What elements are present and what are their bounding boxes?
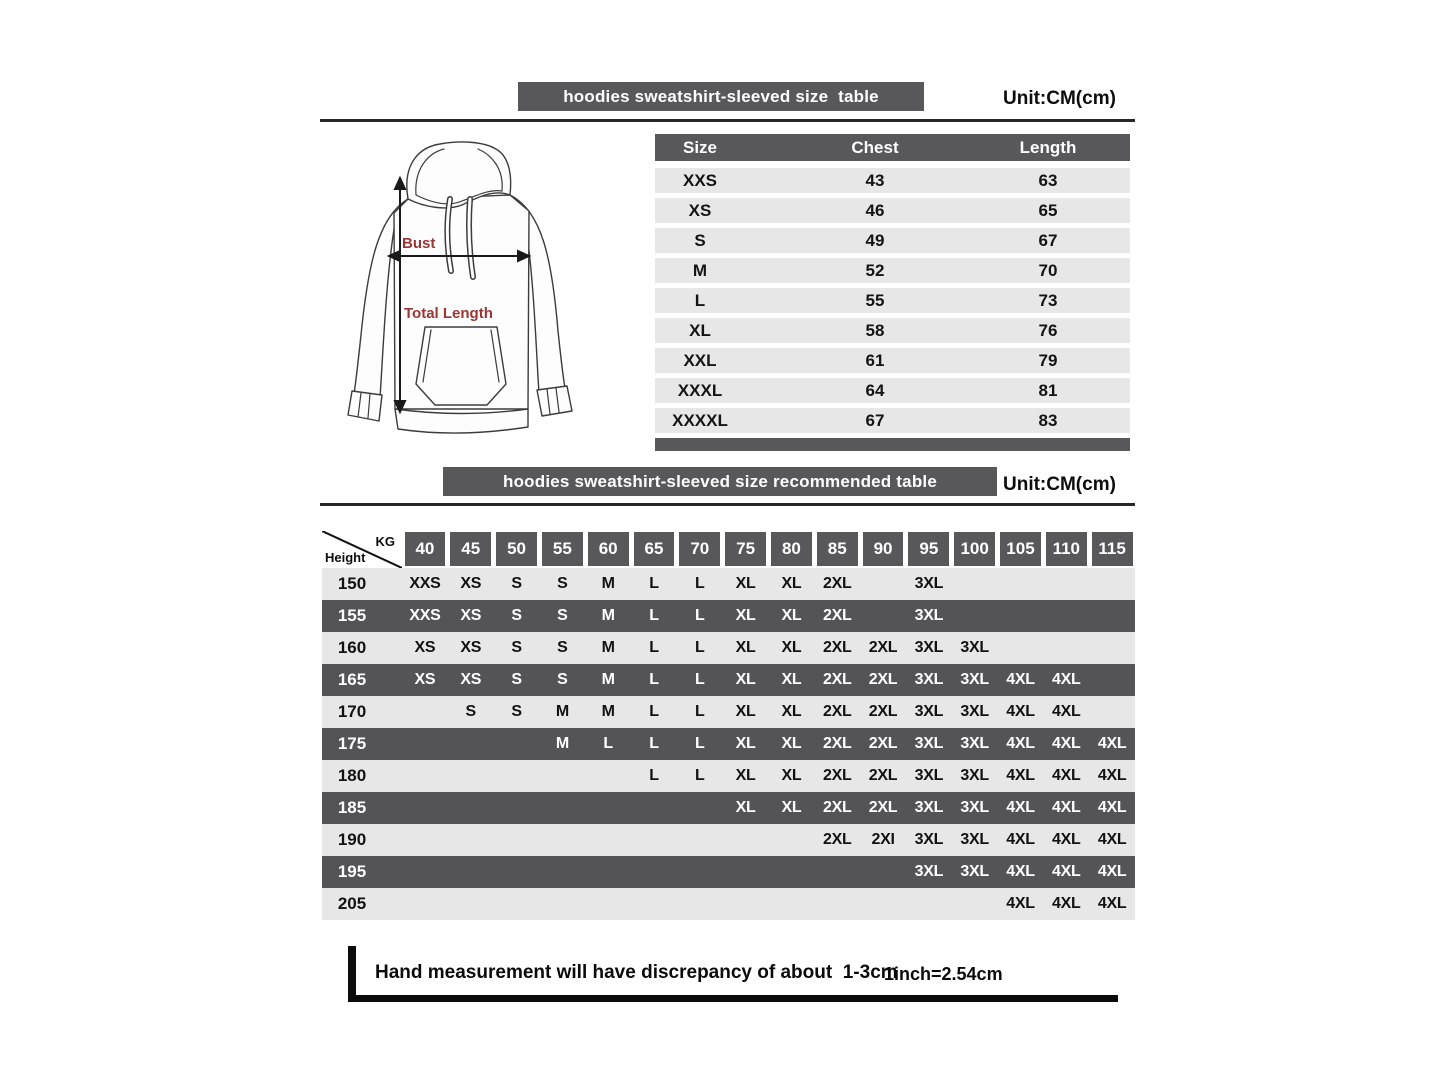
recommend-size-cell: S bbox=[511, 671, 522, 688]
recommend-size-cell: 2XL bbox=[868, 703, 898, 720]
unit-label-top: Unit:CM(cm) bbox=[1003, 88, 1116, 109]
recommend-table bbox=[322, 531, 1135, 920]
recommend-row bbox=[322, 696, 1135, 728]
hoodie-diagram bbox=[328, 137, 604, 455]
recommend-size-cell: L bbox=[695, 735, 705, 752]
recommend-size-cell: 4XL bbox=[1052, 799, 1081, 816]
recommend-size-cell: S bbox=[465, 703, 476, 720]
recommend-size-cell: L bbox=[649, 735, 659, 752]
recommend-size-cell: 4XL bbox=[1097, 767, 1127, 784]
recommend-size-cell: XL bbox=[781, 671, 802, 688]
recommend-size-cell: L bbox=[649, 639, 659, 656]
recommend-size-cell: XL bbox=[781, 575, 802, 592]
weight-column bbox=[539, 531, 585, 568]
size-table-row bbox=[655, 318, 1130, 343]
footnote-text: Hand measurement will have discrepancy of about 1-3cm bbox=[375, 962, 898, 983]
recommend-row bbox=[322, 600, 1135, 632]
size-value: XL bbox=[689, 320, 711, 340]
hoodie-left-cuff bbox=[348, 391, 382, 421]
weight-header-box: 95 bbox=[908, 532, 949, 566]
recommend-size-cell: 4XL bbox=[1006, 767, 1035, 784]
recommend-size-cell: 3XL bbox=[914, 639, 944, 656]
recommend-size-cell: XS bbox=[460, 607, 482, 624]
weight-header-box: 70 bbox=[679, 532, 720, 566]
row-height-label: 150 bbox=[337, 574, 367, 593]
recommend-size-cell: 3XL bbox=[914, 799, 944, 816]
weight-column bbox=[860, 531, 906, 568]
recommend-size-cell: 3XL bbox=[960, 831, 989, 848]
chest-value: 52 bbox=[865, 260, 885, 280]
weight-header-box: 105 bbox=[1000, 532, 1041, 566]
kg-height-corner-cell bbox=[322, 531, 402, 568]
recommend-size-cell: 3XL bbox=[960, 799, 989, 816]
recommend-size-cell: 3XL bbox=[914, 735, 944, 752]
weight-header-box: 85 bbox=[817, 532, 858, 566]
recommend-size-cell: 3XL bbox=[914, 767, 944, 784]
recommend-size-cell: 3XL bbox=[960, 735, 989, 752]
recommend-size-cell: 2XL bbox=[822, 799, 852, 816]
recommend-size-cell: XL bbox=[781, 767, 802, 784]
col-chest: Chest bbox=[851, 137, 899, 157]
chest-value: 49 bbox=[865, 230, 885, 250]
recommend-size-cell: L bbox=[695, 575, 705, 592]
recommend-size-cell: L bbox=[649, 767, 659, 784]
recommend-size-cell: 2XL bbox=[822, 735, 852, 752]
weight-header-box: 50 bbox=[496, 532, 537, 566]
recommend-size-cell: 2XI bbox=[871, 831, 895, 848]
weight-column bbox=[1043, 531, 1089, 568]
divider-bottom bbox=[320, 503, 1135, 506]
recommend-size-cell: L bbox=[695, 639, 705, 656]
hoodie-right-cuff bbox=[537, 386, 572, 416]
length-value: 81 bbox=[1038, 380, 1058, 400]
recommend-size-cell: S bbox=[511, 607, 522, 624]
recommend-size-cell: M bbox=[601, 575, 615, 592]
size-table-row bbox=[655, 378, 1130, 403]
hoodie-hem bbox=[395, 409, 528, 433]
recommend-size-cell: 2XL bbox=[868, 799, 898, 816]
length-value: 73 bbox=[1038, 290, 1058, 310]
size-table-row bbox=[655, 228, 1130, 253]
recommend-size-cell: S bbox=[511, 639, 522, 656]
weight-column bbox=[1089, 531, 1135, 568]
recommend-size-cell: 3XL bbox=[960, 863, 989, 880]
recommend-size-cell: S bbox=[557, 607, 568, 624]
recommend-size-cell: XS bbox=[414, 639, 436, 656]
weight-column bbox=[952, 531, 998, 568]
chest-value: 61 bbox=[865, 350, 885, 370]
weight-header-box: 110 bbox=[1046, 532, 1087, 566]
recommend-size-cell: L bbox=[603, 735, 613, 752]
recommend-size-cell: XL bbox=[781, 639, 802, 656]
recommend-size-cell: 2XL bbox=[822, 831, 852, 848]
size-table bbox=[655, 134, 1130, 451]
weight-column bbox=[585, 531, 631, 568]
total-length-label: Total Length bbox=[404, 305, 493, 322]
recommend-size-cell: XL bbox=[735, 767, 756, 784]
recommend-size-cell: 4XL bbox=[1052, 703, 1081, 720]
recommend-size-cell: 4XL bbox=[1006, 735, 1035, 752]
length-value: 65 bbox=[1038, 200, 1058, 220]
recommend-size-cell: L bbox=[695, 607, 705, 624]
chest-value: 46 bbox=[865, 200, 885, 220]
size-value: XXS bbox=[682, 170, 718, 190]
recommend-size-cell: 2XL bbox=[822, 767, 852, 784]
size-table-title-bar bbox=[518, 82, 924, 111]
footnote-conversion: 1inch=2.54cm bbox=[884, 964, 1003, 984]
chest-value: 55 bbox=[865, 290, 885, 310]
weight-header-box: 55 bbox=[542, 532, 583, 566]
recommend-size-cell: M bbox=[601, 639, 615, 656]
recommend-size-cell: M bbox=[601, 607, 615, 624]
recommend-size-cell: L bbox=[649, 671, 659, 688]
recommend-row bbox=[322, 760, 1135, 792]
size-value: XXXXL bbox=[672, 410, 728, 430]
col-length: Length bbox=[1019, 137, 1077, 157]
row-height-label: 175 bbox=[337, 734, 367, 753]
recommend-size-cell: XL bbox=[781, 799, 802, 816]
row-height-label: 185 bbox=[337, 798, 367, 817]
recommend-size-cell: XS bbox=[460, 575, 482, 592]
chest-value: 64 bbox=[865, 380, 885, 400]
weight-header-box: 65 bbox=[634, 532, 675, 566]
recommend-size-cell: L bbox=[649, 575, 659, 592]
row-height-label: 170 bbox=[337, 702, 367, 721]
recommend-size-cell: 2XL bbox=[822, 639, 852, 656]
chest-value: 43 bbox=[865, 170, 885, 190]
recommend-row bbox=[322, 568, 1135, 600]
recommend-row bbox=[322, 888, 1135, 920]
recommend-size-cell: M bbox=[555, 735, 569, 752]
recommend-size-cell: XL bbox=[735, 671, 756, 688]
recommend-table-header bbox=[322, 531, 1135, 568]
recommend-size-cell: M bbox=[555, 703, 569, 720]
recommend-size-cell: 3XL bbox=[914, 863, 944, 880]
recommend-size-cell: 4XL bbox=[1097, 863, 1127, 880]
recommend-size-cell: S bbox=[511, 703, 522, 720]
recommend-size-cell: 3XL bbox=[960, 639, 989, 656]
weight-column bbox=[723, 531, 769, 568]
size-value: XXXL bbox=[677, 380, 723, 400]
recommend-row bbox=[322, 728, 1135, 760]
recommend-size-cell: 4XL bbox=[1097, 735, 1127, 752]
recommend-size-cell: 4XL bbox=[1097, 895, 1127, 912]
recommend-size-cell: 3XL bbox=[914, 703, 944, 720]
length-value: 67 bbox=[1038, 230, 1058, 250]
recommend-size-cell: 3XL bbox=[914, 671, 944, 688]
unit-label-bottom: Unit:CM(cm) bbox=[1003, 474, 1116, 495]
weight-header-box: 100 bbox=[954, 532, 995, 566]
recommend-size-cell: 4XL bbox=[1052, 671, 1081, 688]
recommend-size-cell: XL bbox=[781, 735, 802, 752]
recommend-size-cell: 4XL bbox=[1097, 831, 1127, 848]
recommend-row bbox=[322, 632, 1135, 664]
recommend-size-cell: 3XL bbox=[960, 767, 989, 784]
recommend-size-cell: 3XL bbox=[960, 671, 989, 688]
recommend-row bbox=[322, 792, 1135, 824]
recommend-size-cell: 4XL bbox=[1006, 703, 1035, 720]
recommend-size-cell: XS bbox=[460, 639, 482, 656]
size-table-row bbox=[655, 288, 1130, 313]
recommend-size-cell: 3XL bbox=[914, 607, 944, 624]
recommend-size-cell: XL bbox=[735, 575, 756, 592]
weight-column bbox=[494, 531, 540, 568]
weight-header-box: 90 bbox=[863, 532, 904, 566]
row-height-label: 195 bbox=[337, 862, 367, 881]
recommend-row bbox=[322, 824, 1135, 856]
weight-header-box: 45 bbox=[450, 532, 491, 566]
weight-column bbox=[448, 531, 494, 568]
weight-header-box: 40 bbox=[405, 532, 446, 566]
row-height-label: 155 bbox=[337, 606, 367, 625]
weight-header-box: 80 bbox=[771, 532, 812, 566]
weight-column bbox=[906, 531, 952, 568]
recommend-size-cell: 3XL bbox=[914, 831, 944, 848]
row-height-label: 180 bbox=[337, 766, 367, 785]
recommend-size-cell: 4XL bbox=[1052, 895, 1081, 912]
size-table-row bbox=[655, 258, 1130, 283]
weight-column bbox=[998, 531, 1044, 568]
recommend-size-cell: L bbox=[695, 703, 705, 720]
size-value: M bbox=[692, 260, 708, 280]
recommend-size-cell: 3XL bbox=[914, 575, 944, 592]
recommend-size-cell: 2XL bbox=[868, 671, 898, 688]
weight-column bbox=[769, 531, 815, 568]
size-value: XXL bbox=[683, 350, 717, 370]
recommend-size-cell: XXS bbox=[409, 607, 441, 624]
weight-header-box: 75 bbox=[725, 532, 766, 566]
recommend-size-cell: 2XL bbox=[822, 703, 852, 720]
length-value: 79 bbox=[1038, 350, 1058, 370]
recommend-size-cell: S bbox=[557, 575, 568, 592]
row-height-label: 165 bbox=[337, 670, 367, 689]
recommend-size-cell: M bbox=[601, 703, 615, 720]
size-value: S bbox=[694, 230, 706, 250]
recommend-size-cell: S bbox=[557, 639, 568, 656]
recommend-size-cell: 2XL bbox=[822, 671, 852, 688]
recommend-size-cell: L bbox=[695, 767, 705, 784]
row-height-label: 205 bbox=[337, 894, 367, 913]
recommend-size-cell: S bbox=[511, 575, 522, 592]
chest-value: 67 bbox=[865, 410, 885, 430]
size-table-row bbox=[655, 168, 1130, 193]
row-height-label: 160 bbox=[337, 638, 367, 657]
recommend-size-cell: S bbox=[557, 671, 568, 688]
recommend-table-title: hoodies sweatshirt-sleeved size recommended table bbox=[502, 471, 937, 491]
recommend-size-cell: 2XL bbox=[868, 735, 898, 752]
recommend-size-cell: 4XL bbox=[1006, 863, 1035, 880]
bust-label: Bust bbox=[402, 235, 436, 252]
weight-column bbox=[631, 531, 677, 568]
divider-top bbox=[320, 119, 1135, 122]
recommend-size-cell: M bbox=[601, 671, 615, 688]
recommend-size-cell: 3XL bbox=[960, 703, 989, 720]
recommend-size-cell: L bbox=[695, 671, 705, 688]
recommend-size-cell: L bbox=[649, 607, 659, 624]
recommend-size-cell: XL bbox=[735, 607, 756, 624]
recommend-size-cell: 4XL bbox=[1052, 767, 1081, 784]
size-table-header bbox=[655, 134, 1130, 161]
recommend-size-cell: 4XL bbox=[1006, 671, 1035, 688]
recommend-size-cell: XS bbox=[460, 671, 482, 688]
recommend-table-title-bar bbox=[443, 467, 997, 496]
recommend-size-cell: L bbox=[649, 703, 659, 720]
weight-column bbox=[814, 531, 860, 568]
recommend-size-cell: 4XL bbox=[1052, 863, 1081, 880]
recommend-size-cell: 4XL bbox=[1006, 799, 1035, 816]
recommend-size-cell: 4XL bbox=[1052, 831, 1081, 848]
size-table-bottom-bar bbox=[655, 438, 1130, 451]
size-value: XS bbox=[688, 200, 712, 220]
recommend-size-cell: XXS bbox=[409, 575, 441, 592]
size-table-row bbox=[655, 408, 1130, 433]
recommend-size-cell: 4XL bbox=[1097, 799, 1127, 816]
weight-header-box: 60 bbox=[588, 532, 629, 566]
length-value: 70 bbox=[1038, 260, 1058, 280]
col-size: Size bbox=[682, 137, 718, 157]
recommend-size-cell: 2XL bbox=[822, 575, 852, 592]
recommend-size-cell: 4XL bbox=[1006, 831, 1035, 848]
recommend-size-cell: XL bbox=[781, 703, 802, 720]
height-label: Height bbox=[325, 550, 366, 565]
recommend-size-cell: XL bbox=[735, 639, 756, 656]
length-value: 76 bbox=[1038, 320, 1058, 340]
length-value: 63 bbox=[1038, 170, 1058, 190]
footnote bbox=[348, 946, 1118, 1002]
recommend-size-cell: XL bbox=[735, 703, 756, 720]
weight-column bbox=[677, 531, 723, 568]
recommend-row bbox=[322, 856, 1135, 888]
recommend-size-cell: XS bbox=[414, 671, 436, 688]
recommend-size-cell: 4XL bbox=[1006, 895, 1035, 912]
chest-value: 58 bbox=[865, 320, 885, 340]
weight-column bbox=[402, 531, 448, 568]
recommend-size-cell: 2XL bbox=[868, 767, 898, 784]
recommend-size-cell: 2XL bbox=[868, 639, 898, 656]
recommend-row bbox=[322, 664, 1135, 696]
row-height-label: 190 bbox=[337, 830, 367, 849]
recommend-size-cell: XL bbox=[735, 799, 756, 816]
size-table-row bbox=[655, 198, 1130, 223]
kg-label: KG bbox=[375, 534, 395, 549]
size-value: L bbox=[694, 290, 706, 310]
size-table-title: hoodies sweatshirt-sleeved size table bbox=[563, 86, 879, 106]
recommend-size-cell: XL bbox=[735, 735, 756, 752]
length-value: 83 bbox=[1038, 410, 1058, 430]
recommend-size-cell: 2XL bbox=[822, 607, 852, 624]
recommend-size-cell: XL bbox=[781, 607, 802, 624]
size-table-row bbox=[655, 348, 1130, 373]
weight-header-box: 115 bbox=[1092, 532, 1133, 566]
recommend-size-cell: 4XL bbox=[1052, 735, 1081, 752]
